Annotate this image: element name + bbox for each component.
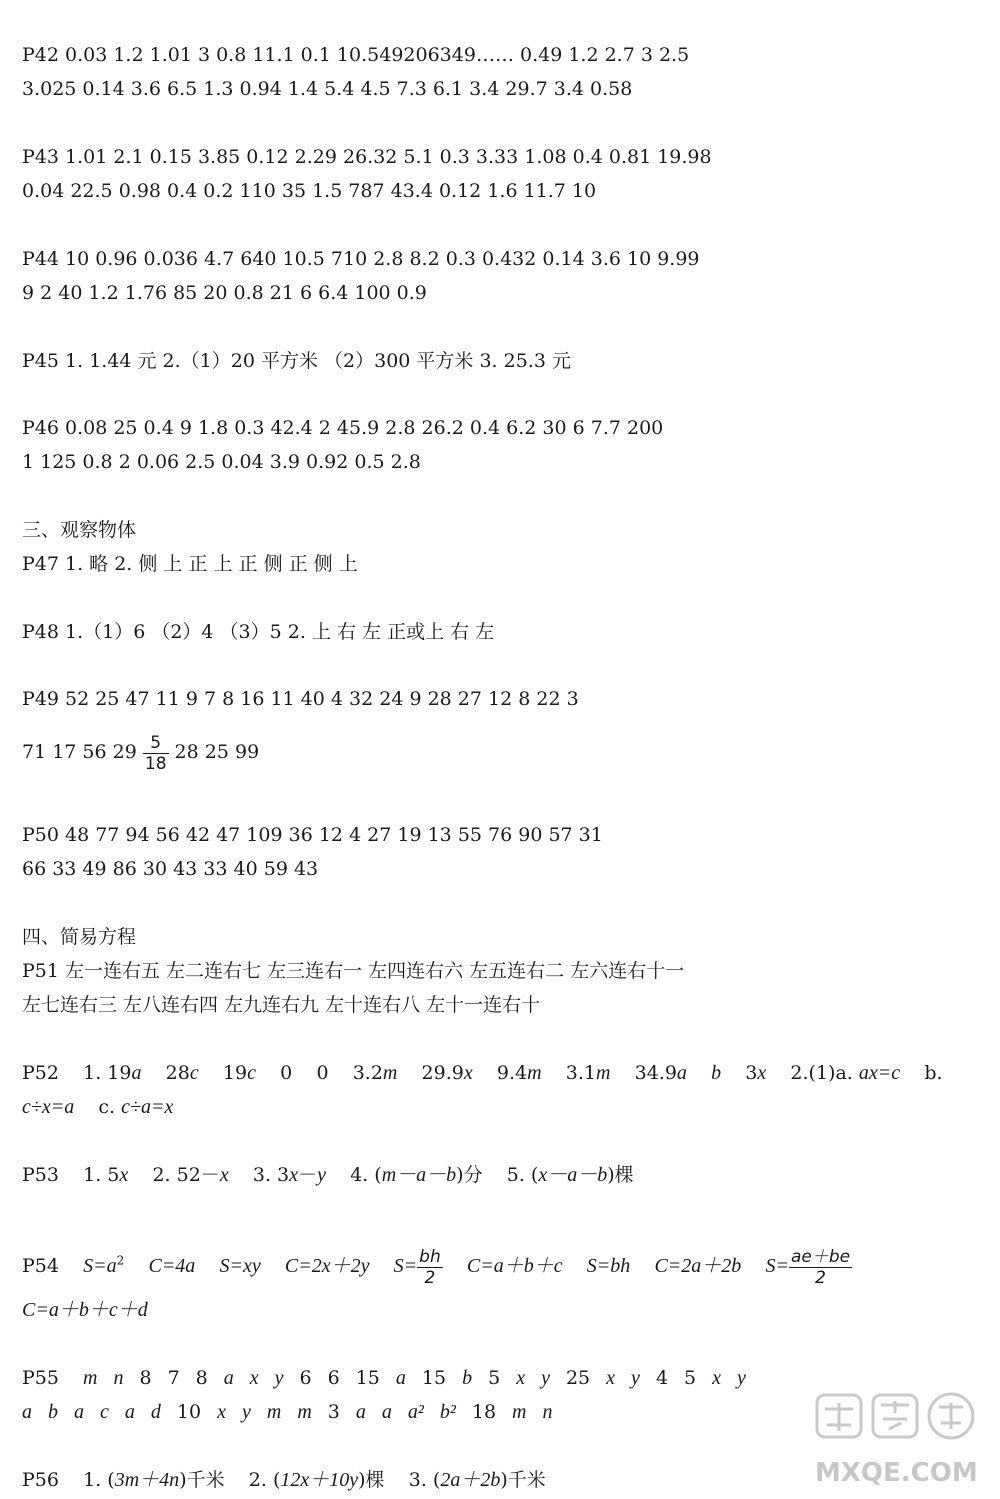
p55-item: 5 xyxy=(684,1367,697,1389)
p53-op: － xyxy=(298,1164,318,1186)
watermark-url: MXQE.COM xyxy=(815,1458,978,1488)
p54-formula: S=xy xyxy=(219,1255,261,1277)
p55-item: 5 xyxy=(488,1367,501,1389)
p55-item: 4 xyxy=(655,1367,669,1389)
p54-formula: C=2a＋2b xyxy=(654,1255,742,1277)
p43-line-1: P43 1.01 2.1 0.15 3.85 0.12 2.29 26.32 5.1 0.3 3.33 1.08 0.4 0.81 19.98 xyxy=(22,146,712,168)
p52-var: b xyxy=(711,1062,722,1084)
p49-line-2-post: 28 25 99 xyxy=(168,741,260,763)
fraction-numerator: ae＋be xyxy=(790,1246,851,1267)
p56-unit: )千米 xyxy=(500,1469,546,1491)
p55-item: 7 xyxy=(167,1367,180,1389)
p52-var: m xyxy=(527,1062,542,1084)
p46-line-2: 1 125 0.8 2 0.06 2.5 0.04 3.9 0.92 0.5 2.8 xyxy=(22,451,421,473)
p52-label: P52 xyxy=(22,1062,59,1084)
p54-formula: C=a＋b＋c xyxy=(466,1255,563,1277)
p49-line-1: P49 52 25 47 11 9 7 8 16 11 40 4 32 24 9 28 27 12 8 22 3 xyxy=(22,688,579,710)
p55-item: y xyxy=(274,1367,284,1389)
p55-item: a xyxy=(381,1401,392,1423)
p56-answer-3: 3. ( xyxy=(408,1469,441,1491)
p55-item: c xyxy=(100,1401,109,1423)
p55-item: m xyxy=(83,1367,98,1389)
p52-var: x xyxy=(463,1062,473,1084)
p52-var: m xyxy=(382,1062,398,1084)
p55-item: d xyxy=(150,1401,161,1423)
p55-item: x xyxy=(217,1401,226,1423)
p55-item: 8 xyxy=(139,1367,152,1389)
p53-label: P53 xyxy=(22,1164,59,1186)
p56-unit: )千米 xyxy=(179,1469,225,1491)
p54-formula-prefix: S= xyxy=(393,1255,418,1277)
p55-item: y xyxy=(241,1401,251,1423)
p42-line-1: P42 0.03 1.2 1.01 3 0.8 11.1 0.1 10.549206349…… 0.49 1.2 2.7 3 2.5 xyxy=(22,44,690,66)
p55-line-1 xyxy=(22,1364,970,1392)
p53-var: x xyxy=(219,1164,229,1186)
p44-line-2: 9 2 40 1.2 1.76 85 20 0.8 21 6 6.4 100 0.9 xyxy=(22,282,427,304)
p52-item: 29.9 xyxy=(421,1062,464,1084)
p56-expr: 3m＋4n xyxy=(114,1469,180,1491)
p55-item: a xyxy=(395,1367,406,1389)
p55-items-1 xyxy=(65,1367,762,1389)
p53-answer-1: 1. 5 xyxy=(83,1164,120,1186)
p55-item: a² xyxy=(407,1401,424,1423)
p52-var: x xyxy=(757,1062,767,1084)
p55-item: 10 xyxy=(176,1401,202,1423)
p52-item: c. xyxy=(98,1096,116,1118)
p56-answer-2: 2. ( xyxy=(248,1469,281,1491)
fraction-denominator: 2 xyxy=(417,1267,443,1288)
p52-line-1 xyxy=(22,1059,970,1087)
p55-item: m xyxy=(512,1401,527,1423)
p53-unit: )棵 xyxy=(607,1164,634,1186)
p45-line: P45 1. 1.44 元 2.（1）20 平方米 （2）300 平方米 3. 25.3 元 xyxy=(22,350,571,372)
p51-line-1: P51 左一连右五 左二连右七 左三连右一 左四连右六 左五连右二 左六连右十一 xyxy=(22,960,685,982)
p55-item: b xyxy=(462,1367,473,1389)
p56-answer-1: 1. ( xyxy=(83,1469,115,1491)
p54-line-2 xyxy=(22,1296,970,1324)
fraction-5-18 xyxy=(143,733,169,774)
p54-exponent: 2 xyxy=(116,1253,125,1268)
p55-item: y xyxy=(631,1367,640,1389)
p52-item: 3.1 xyxy=(565,1062,596,1084)
p52-var: a xyxy=(676,1062,687,1084)
p52-item: 1. 19 xyxy=(83,1062,132,1084)
p47-line: P47 1. 略 2. 侧 上 正 上 正 侧 正 侧 上 xyxy=(22,553,358,575)
p55-label: P55 xyxy=(22,1367,59,1389)
p52-equation: c÷a=x xyxy=(121,1096,174,1118)
p56-unit: )棵 xyxy=(358,1469,385,1491)
fraction-denominator: 18 xyxy=(144,753,167,774)
p44-line-1: P44 10 0.96 0.036 4.7 640 10.5 710 2.8 8.2 0.3 0.432 0.14 3.6 10 9.99 xyxy=(22,248,700,270)
p54-formula: C=a＋b＋c＋d xyxy=(22,1299,148,1321)
p55-item: 15 xyxy=(355,1367,380,1389)
p55-item: x xyxy=(249,1367,259,1389)
p54-formula: C=4a xyxy=(148,1255,196,1277)
p52-item: b. xyxy=(924,1062,943,1084)
p52-item: 0 xyxy=(316,1062,329,1084)
p46-line-1: P46 0.08 25 0.4 9 1.8 0.3 42.4 2 45.9 2.8 26.2 0.4 6.2 30 6 7.7 200 xyxy=(22,417,664,439)
p51-line-2: 左七连右三 左八连右四 左九连右九 左十连右八 左十一连右十 xyxy=(22,994,541,1016)
p52-item: 34.9 xyxy=(634,1062,677,1084)
fraction-ae-be-2 xyxy=(789,1247,852,1288)
p55-item: 6 xyxy=(299,1367,312,1389)
p55-item: m xyxy=(266,1401,282,1423)
p54-formula: S=bh xyxy=(586,1255,631,1277)
p54-formula: C=2x＋2y xyxy=(284,1255,370,1277)
p55-item: x xyxy=(516,1367,526,1389)
p53-expr: m－a－b xyxy=(381,1164,457,1186)
p52-var: a xyxy=(131,1062,142,1084)
p55-item: n xyxy=(113,1367,124,1389)
p54-formula: S=a xyxy=(83,1255,117,1277)
p52-item: 28 xyxy=(165,1062,190,1084)
p55-item: a xyxy=(355,1401,366,1423)
p55-item: 8 xyxy=(195,1367,208,1389)
p55-item: 3 xyxy=(327,1401,340,1423)
fraction-numerator: bh xyxy=(419,1246,441,1267)
p42-line-2: 3.025 0.14 3.6 6.5 1.3 0.94 1.4 5.4 4.5 7.3 6.1 3.4 29.7 3.4 0.58 xyxy=(22,78,633,100)
p55-item: x xyxy=(606,1367,616,1389)
p52-item: 9.4 xyxy=(496,1062,528,1084)
section-heading-3: 三、观察物体 xyxy=(22,519,137,541)
p52-item: 3 xyxy=(745,1062,758,1084)
p55-item: a xyxy=(74,1401,84,1423)
p54-formula-prefix: S= xyxy=(765,1255,789,1277)
p55-item: a xyxy=(223,1367,234,1389)
p54-label: P54 xyxy=(22,1255,59,1277)
p55-item: b² xyxy=(439,1401,456,1423)
p55-item: a xyxy=(124,1401,135,1423)
p55-item: y xyxy=(737,1367,746,1389)
p55-item: 25 xyxy=(565,1367,591,1389)
p55-item: y xyxy=(541,1367,550,1389)
p56-label: P56 xyxy=(22,1469,59,1491)
p55-item: 18 xyxy=(471,1401,497,1423)
p55-item: m xyxy=(297,1401,312,1423)
p55-item: 15 xyxy=(421,1367,447,1389)
p53-unit: )分 xyxy=(456,1164,483,1186)
p54-line-1 xyxy=(22,1238,970,1294)
p50-line-1: P50 48 77 94 56 42 47 109 36 12 4 27 19 13 55 76 90 57 31 xyxy=(22,824,603,846)
p52-equation: ax=c xyxy=(858,1062,901,1084)
p53-var: x xyxy=(119,1164,129,1186)
fraction-numerator: 5 xyxy=(150,732,162,753)
p52-var: m xyxy=(595,1062,611,1084)
p53-expr: x－a－b xyxy=(538,1164,608,1186)
fraction-denominator: 2 xyxy=(789,1267,852,1288)
p52-item: 2.(1)a. xyxy=(790,1062,853,1084)
fraction-bh-2 xyxy=(417,1247,443,1288)
p52-var: c xyxy=(189,1062,199,1084)
p55-item: 6 xyxy=(327,1367,340,1389)
p55-item: b xyxy=(48,1401,58,1423)
p53-line xyxy=(22,1161,970,1189)
p49-line-2-pre: 71 17 56 29 xyxy=(22,741,143,763)
p48-line: P48 1.（1）6 （2）4 （3）5 2. 上 右 左 正或上 右 左 xyxy=(22,621,495,643)
p53-var: y xyxy=(317,1164,326,1186)
p53-var: x xyxy=(289,1164,299,1186)
watermark-logo xyxy=(811,1389,986,1489)
p52-var: c xyxy=(247,1062,256,1084)
p49-line-2 xyxy=(22,724,970,780)
p55-item: n xyxy=(542,1401,553,1423)
p55-items-2 xyxy=(22,1401,569,1423)
p43-line-2: 0.04 22.5 0.98 0.4 0.2 110 35 1.5 787 43.4 0.12 1.6 11.7 10 xyxy=(22,180,597,202)
p52-item: 3.2 xyxy=(352,1062,383,1084)
p52-line-2 xyxy=(22,1093,970,1121)
p53-answer-2: 2. 52－ xyxy=(152,1164,220,1186)
p52-item: 19 xyxy=(222,1062,248,1084)
p50-line-2: 66 33 49 86 30 43 33 40 59 43 xyxy=(22,858,319,880)
p55-item: x xyxy=(712,1367,722,1389)
p52-item: 0 xyxy=(280,1062,293,1084)
p53-answer-3: 3. 3 xyxy=(252,1164,290,1186)
p55-item: a xyxy=(22,1401,32,1423)
section-heading-4: 四、简易方程 xyxy=(22,926,137,948)
p53-answer-5: 5. ( xyxy=(506,1164,539,1186)
p56-expr: 2a＋2b xyxy=(440,1469,501,1491)
p52-equation: c÷x=a xyxy=(22,1096,75,1118)
p56-expr: 12x＋10y xyxy=(280,1469,359,1491)
p53-answer-4: 4. ( xyxy=(350,1164,382,1186)
